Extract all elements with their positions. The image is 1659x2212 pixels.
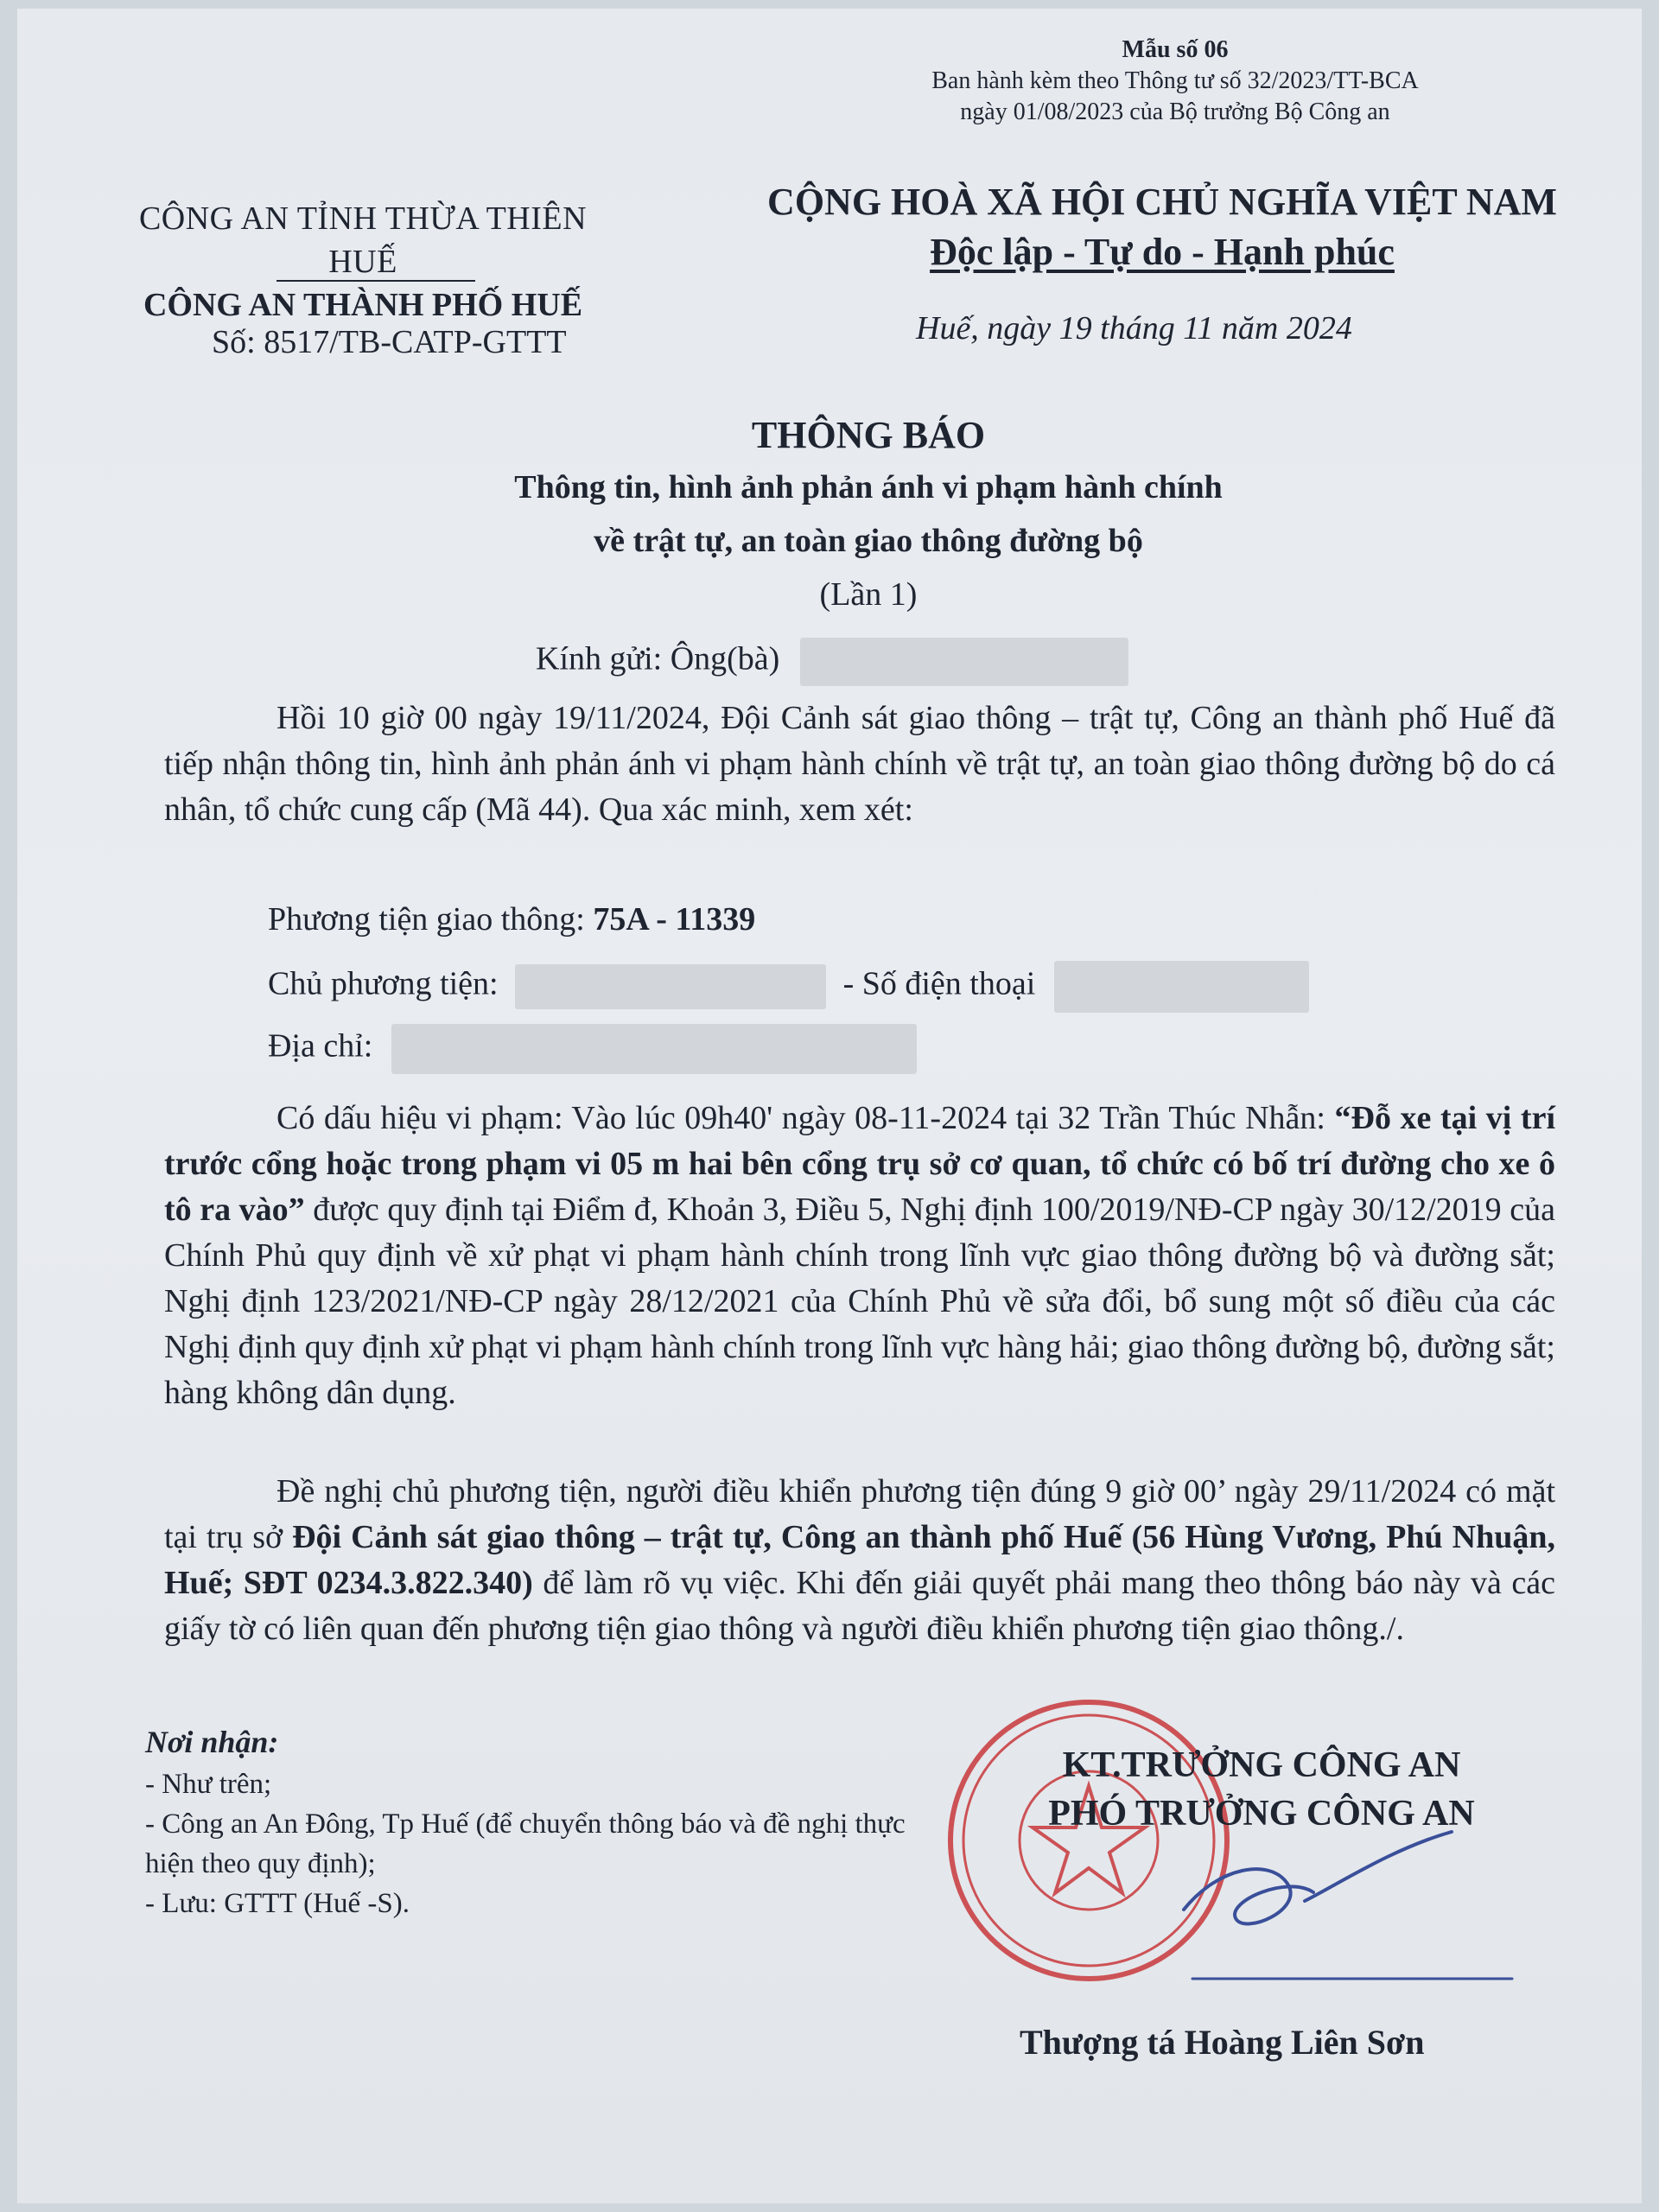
owner-label: Chủ phương tiện: [268,965,499,1002]
address-field [268,1024,917,1074]
intro-paragraph [164,696,1555,833]
notice-round: (Lần 1) [819,576,918,613]
recipients-block [145,1719,906,1923]
document-number-label: Số: [212,324,256,360]
handwritten-signature-icon [1166,1815,1529,1987]
redacted-owner [515,964,826,1009]
address-label: Địa chỉ: [268,1027,373,1065]
agency-underline [276,280,475,282]
summons-paragraph [164,1469,1555,1652]
form-note [847,35,1503,128]
place-date: Huế, ngày 19 tháng 11 năm 2024 [916,310,1352,346]
parent-agency: CÔNG AN TỈNH THỪA THIÊN HUẾ [138,200,588,280]
recipient-item: - Lưu: GTTT (Huế -S). [145,1888,410,1919]
document-page [17,9,1642,2203]
form-issued-with: Ban hành kèm theo Thông tư số 32/2023/TT-BCA [931,67,1419,94]
national-header [756,177,1568,277]
document-title: THÔNG BÁO [751,414,986,456]
vehicle-label: Phương tiện giao thông: [268,901,585,938]
redacted-name [800,638,1128,686]
document-subtitle-2: về trật tự, an toàn giao thông đường bộ [594,523,1143,559]
issuing-agency: CÔNG AN THÀNH PHỐ HUẾ [143,287,583,323]
agency-header [121,197,605,327]
national-motto: Độc lập - Tự do - Hạnh phúc [930,231,1395,273]
title-block [311,410,1426,621]
violation-paragraph [164,1096,1555,1416]
violation-legal-basis: được quy định tại Điểm đ, Khoản 3, Điều 5, Nghị định 100/2019/NĐ-CP ngày 30/12/2019 của Chính Phủ quy định về xử phạt vi phạm hành chính trong lĩnh vực giao thông đường bộ và đường sắt; Nghị định 123/2021/NĐ-CP ngày 28/12/2021 của Chính Phủ về sửa đổi, bổ sung một số điều của các Nghị định quy định xử phạt vi phạm hành chính trong lĩnh vực hàng hải; giao thông đường bộ, đường sắt; hàng không dân dụng. [164,1192,1555,1411]
document-subtitle-1: Thông tin, hình ảnh phản ánh vi phạm hành chính [514,469,1223,505]
violation-description: “Đỗ xe tại vị trí trước cổng hoặc trong phạm vi 05 m hai bên cổng trụ sở cơ quan, tổ chức có bố trí đường cho xe ô tô ra vào” [164,1100,1556,1228]
summons-text [164,1469,1555,1652]
addressee-label: Kính gửi: Ông(bà) [536,640,780,677]
recipient-item: - Như trên; [145,1769,272,1800]
vehicle-field [268,900,755,938]
owner-field [268,961,1309,1013]
recipient-item: - Công an An Đông, Tp Huế (để chuyển thông báo và đề nghị thực hiện theo quy định); [145,1808,906,1879]
document-number-value: 8517/TB-CATP-GTTT [264,324,567,360]
nation-name: CỘNG HOÀ XÃ HỘI CHỦ NGHĨA VIỆT NAM [767,181,1557,223]
license-plate: 75A - 11339 [593,901,756,938]
signer-name: Thượng tá Hoàng Liên Sơn [1020,2023,1425,2062]
summons-lead: Đề nghị chủ phương tiện, người điều khiển phương tiện đúng 9 giờ 00’ ngày 29/11/2024 có mặt tại trụ sở [164,1473,1555,1555]
document-number [212,323,567,361]
signature-title-line2: PHÓ TRƯỞNG CÔNG AN [1048,1794,1475,1834]
signature-title-line1: KT.TRƯỞNG CÔNG AN [1062,1745,1461,1785]
redacted-phone [1054,961,1309,1013]
intro-text: Hồi 10 giờ 00 ngày 19/11/2024, Đội Cảnh sát giao thông – trật tự, Công an thành phố Huế đã tiếp nhận thông tin, hình ảnh phản ánh vi phạm hành chính về trật tự, an toàn giao thông đường bộ do cá nhân, tổ chức cung cấp (Mã 44). Qua xác minh, xem xét: [164,700,1555,828]
form-number: Mẫu số 06 [1122,36,1229,63]
violation-lead: Có dấu hiệu vi phạm: Vào lúc 09h40' ngày 08-11-2024 tại 32 Trần Thúc Nhẫn: [276,1100,1335,1136]
violation-text [164,1096,1555,1416]
recipients-heading: Nơi nhận: [145,1725,279,1759]
form-issued-date: ngày 01/08/2023 của Bộ trưởng Bộ Công an [960,99,1390,125]
redacted-address [391,1024,917,1074]
summons-rest: để làm rõ vụ việc. Khi đến giải quyết phải mang theo thông báo này và các giấy tờ có liên quan đến phương tiện giao thông và người điều khiển phương tiện giao thông./. [164,1565,1556,1647]
addressee [536,638,1128,686]
summons-place: Đội Cảnh sát giao thông – trật tự, Công an thành phố Huế (56 Hùng Vương, Phú Nhuận, Huế; SĐT 0234.3.822.340) [164,1519,1555,1601]
phone-label: - Số điện thoại [842,965,1036,1002]
